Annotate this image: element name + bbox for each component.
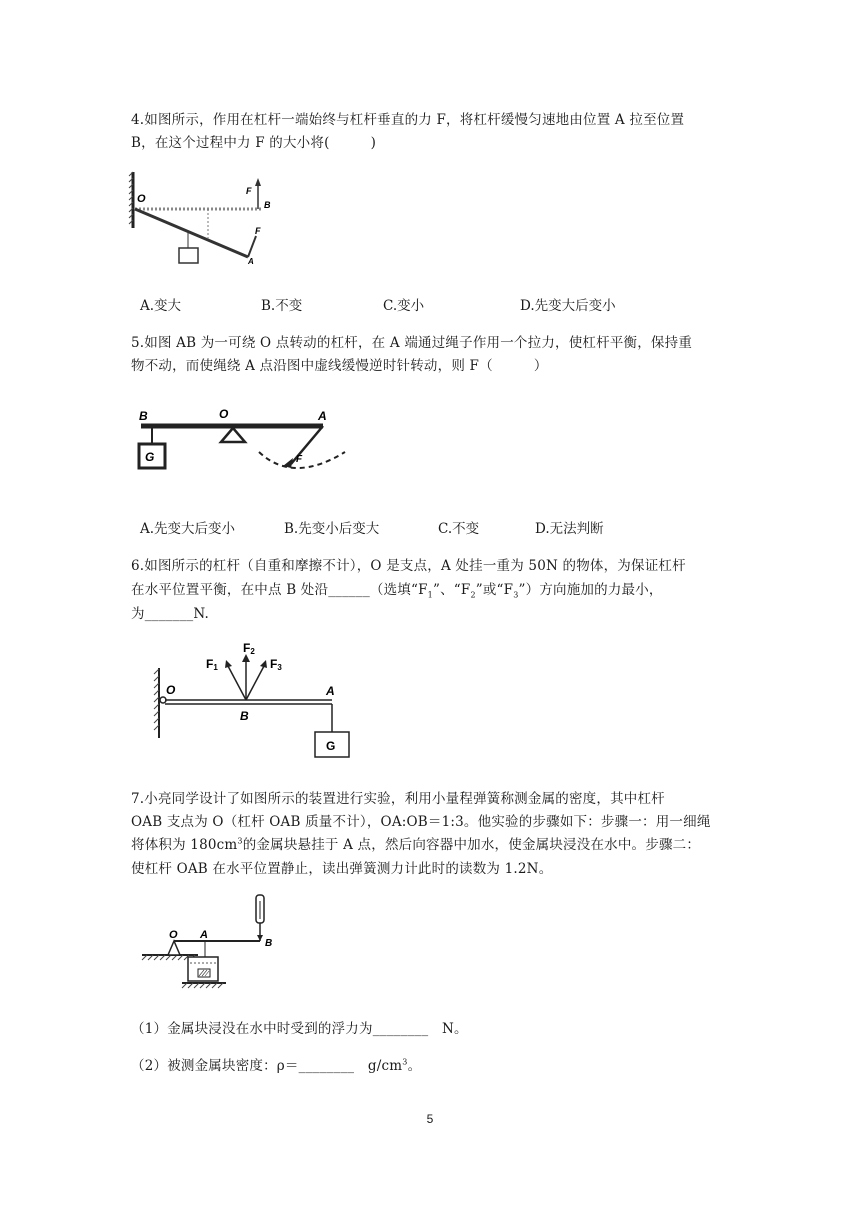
q5-label-o: O bbox=[219, 407, 229, 421]
q6-label-g: G bbox=[326, 739, 336, 753]
q6-label-f3: F3 bbox=[270, 657, 282, 672]
q6-text-line1: 6.如图所示的杠杆（自重和摩擦不计），O 是支点，A 处挂一重为 50N 的物体，为保证杠杆 bbox=[131, 558, 686, 574]
q6-label-f2: F2 bbox=[243, 641, 255, 656]
q4-label-f-top: F bbox=[246, 186, 252, 196]
q5-label-f: F bbox=[296, 454, 303, 465]
q4-option-a: A.变大 bbox=[140, 298, 182, 314]
q5-option-d: D.无法判断 bbox=[535, 521, 604, 537]
q6-text-line3: 为_______N. bbox=[131, 606, 209, 622]
q4-label-b: B bbox=[264, 200, 271, 210]
q5-label-g: G bbox=[145, 450, 155, 464]
q4-label-o: O bbox=[137, 193, 146, 205]
q5-option-a: A.先变大后变小 bbox=[140, 521, 236, 537]
q7-subquestion-1: （1）金属块浸没在水中时受到的浮力为________ N。 bbox=[131, 1021, 468, 1037]
q6-label-o: O bbox=[166, 683, 176, 697]
q5-text-line2: 物不动，而使绳绕 A 点沿图中虚线缓慢逆时针转动，则 F（ ） bbox=[131, 358, 548, 374]
q4-lever-figure bbox=[128, 168, 278, 270]
q7-label-b: B bbox=[265, 938, 273, 949]
q7-label-a: A bbox=[200, 929, 208, 941]
q4-option-c: C.变小 bbox=[383, 298, 425, 314]
q4-text-line2: B，在这个过程中力 F 的大小将( ) bbox=[131, 135, 377, 151]
q4-label-f-low: F bbox=[255, 226, 261, 236]
q4-label-a: A bbox=[248, 257, 254, 266]
q7-text-line4: 使杠杆 OAB 在水平位置静止，读出弹簧测力计此时的读数为 1.2N。 bbox=[131, 861, 553, 877]
q6-label-b: B bbox=[240, 709, 249, 723]
q5-option-b: B.先变小后变大 bbox=[284, 521, 380, 537]
q7-text-line2: OAB 支点为 O（杠杆 OAB 质量不计），OA:OB＝1:3。他实验的步骤如下：步骤一：用一细绳 bbox=[131, 814, 711, 830]
page-number: 5 bbox=[426, 1112, 434, 1126]
q5-option-c: C.不变 bbox=[438, 521, 480, 537]
q4-text-line1: 4.如图所示，作用在杠杆一端始终与杠杆垂直的力 F，将杠杆缓慢匀速地由位置 A 拉至位置 bbox=[131, 112, 685, 128]
q6-label-a: A bbox=[326, 684, 335, 698]
q5-label-b: B bbox=[139, 409, 148, 423]
q6-label-f1: F1 bbox=[206, 657, 218, 672]
q7-apparatus-figure bbox=[138, 893, 278, 997]
q7-label-o: O bbox=[169, 929, 178, 941]
q4-option-b: B.不变 bbox=[261, 298, 303, 314]
q5-lever-figure bbox=[133, 404, 363, 480]
q5-text-line1: 5.如图 AB 为一可绕 O 点转动的杠杆，在 A 端通过绳子作用一个拉力，使杠杆平衡，保持重 bbox=[131, 335, 693, 351]
q7-text-line1: 7.小亮同学设计了如图所示的装置进行实验，利用小量程弹簧称测金属的密度，其中杠杆 bbox=[131, 791, 665, 807]
q4-option-d: D.先变大后变小 bbox=[520, 298, 616, 314]
q6-text-line2: 在水平位置平衡，在中点 B 处沿______（选填“$F_1$”、“$F_2$”或“$F_3$”）方向施加的力最小， bbox=[131, 582, 663, 600]
q7-subquestion-2: （2）被测金属块密度：ρ＝________ $g/cm^3$。 bbox=[131, 1057, 422, 1074]
q7-text-line3: 将体积为 $180cm^3$的金属块悬挂于 A 点，然后向容器中加水，使金属块浸没在水中。步骤二： bbox=[131, 836, 701, 853]
q6-lever-figure bbox=[150, 640, 360, 762]
q5-label-a: A bbox=[318, 409, 327, 423]
